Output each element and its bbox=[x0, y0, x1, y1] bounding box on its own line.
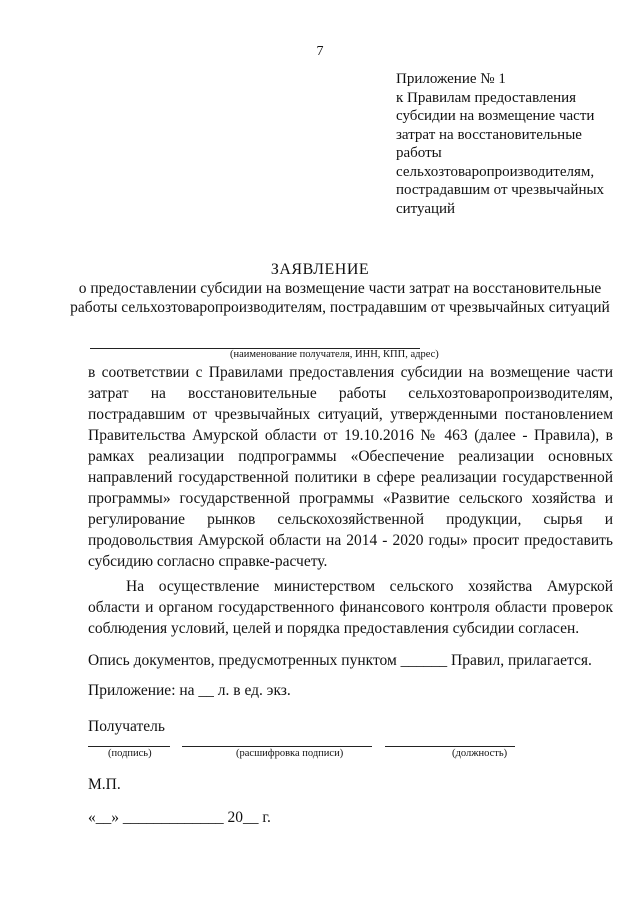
appendix-line: субсидии на возмещение части bbox=[396, 108, 595, 124]
appendix-header bbox=[396, 70, 604, 218]
position-caption: (должность) bbox=[452, 748, 508, 759]
recipient-label: Получатель bbox=[88, 718, 165, 735]
appendix-line: работы bbox=[396, 145, 442, 161]
appendix-line: Приложение № 1 bbox=[396, 71, 506, 87]
signature-decoding-line bbox=[182, 746, 372, 747]
document-subtitle: о предоставлении субсидии на возмещение части затрат на восстановительные работы сельхозтоваропроизводителям, пострадавшим от чрезвычайных ситуаций bbox=[70, 280, 610, 316]
appendix-line: ситуаций bbox=[396, 200, 456, 217]
paragraph-consent: На осуществление министерством сельского хозяйства Амурской области и органом государственного финансового контроля области проверок соблюдения условий, целей и порядка предоставления субсидии согласен. bbox=[88, 578, 613, 637]
signature-line bbox=[88, 746, 170, 747]
document-title: ЗАЯВЛЕНИЕ bbox=[270, 261, 370, 278]
appendix-line: к Правилам предоставления bbox=[396, 89, 577, 106]
position-line bbox=[385, 746, 515, 747]
signature-caption: (подпись) bbox=[108, 748, 152, 759]
appendix-line: сельхозтоваропроизводителям, bbox=[396, 163, 595, 180]
paragraph-request: в соответствии с Правилами предоставления субсидии на возмещение части затрат на восстановительные работы сельхозтоваропроизводителям, пострадавшим от чрезвычайных ситуаций, утвержденными постановлением Правительства Амурской области от 19.10.2016 № 463 (далее - Правила), в рамках реализации подпрограммы «Обеспечение реализации основных направлений государственной политики в сфере реализации государственной программы» государственной программы «Развитие сельского хозяйства и регулирование рынков сельскохозяйственной продукции, сырья и продовольствия Амурской области на 2014 - 2020 годы» просит предоставить субсидию согласно справке-расчету. bbox=[88, 364, 613, 570]
paragraph-inventory: Опись документов, предусмотренных пунктом ______ Правил, прилагается. bbox=[88, 652, 592, 669]
stamp-label: М.П. bbox=[88, 776, 121, 793]
appendix-line: пострадавшим от чрезвычайных bbox=[396, 182, 605, 198]
attachment-line: Приложение: на __ л. в ед. экз. bbox=[88, 682, 291, 699]
appendix-line: затрат на восстановительные bbox=[396, 126, 582, 143]
signature-decoding-caption: (расшифровка подписи) bbox=[236, 748, 344, 759]
page-number: 7 bbox=[316, 44, 324, 59]
recipient-caption: (наименование получателя, ИНН, КПП, адрес) bbox=[230, 349, 439, 360]
date-line: «__» _____________ 20__ г. bbox=[88, 809, 271, 826]
